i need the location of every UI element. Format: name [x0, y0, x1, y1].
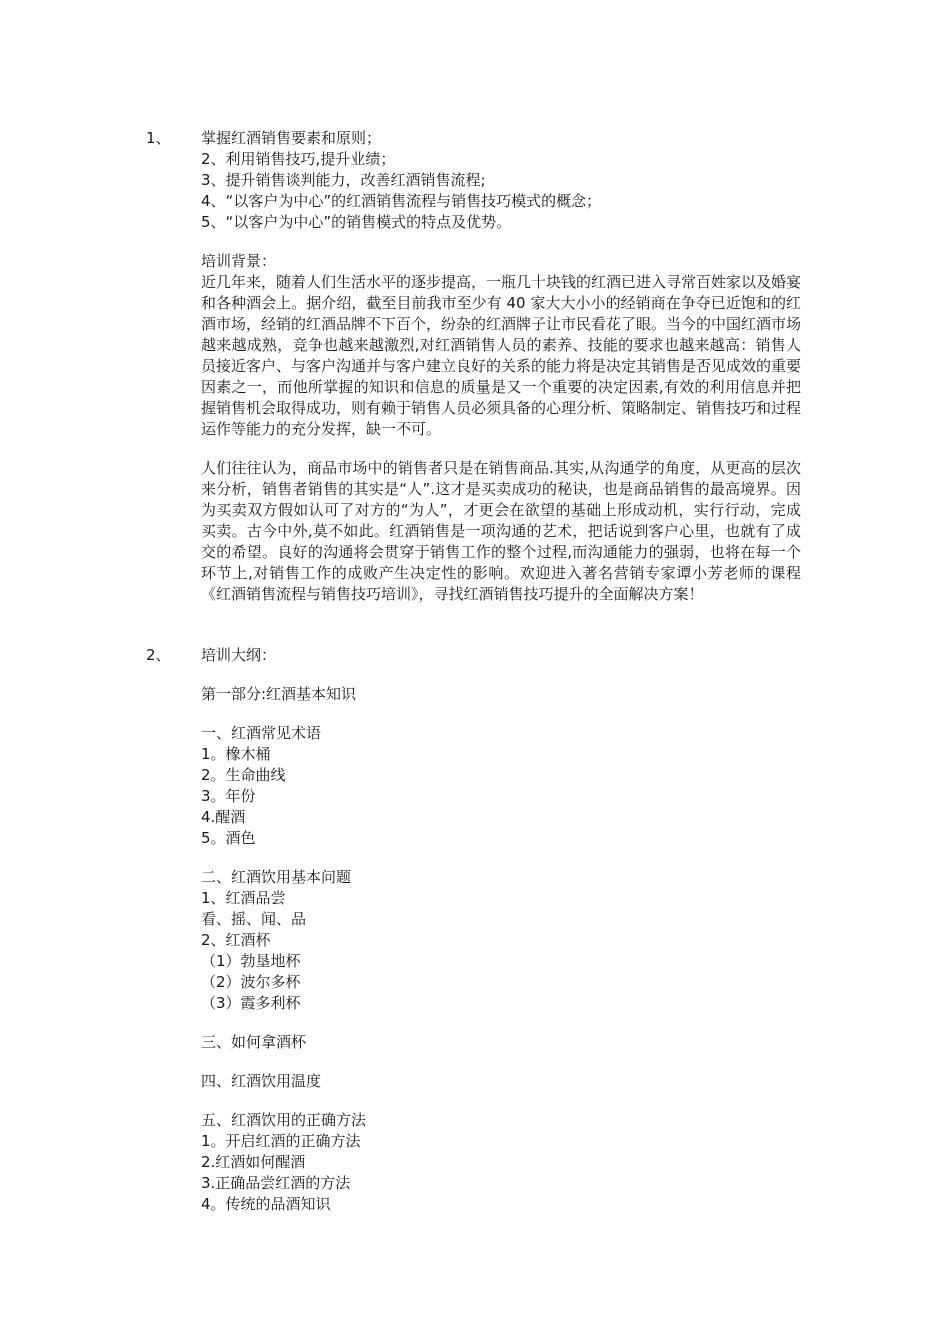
list-item: 1。橡木桶	[201, 745, 271, 763]
list-item: 2。生命曲线	[201, 766, 286, 784]
list-item: （3）霞多利杯	[201, 994, 301, 1012]
list-item: 4。传统的品酒知识	[201, 1195, 331, 1213]
topic-1-title: 一、红酒常见术语	[201, 724, 322, 742]
background-heading: 培训背景：	[201, 252, 277, 270]
topic-2-title: 二、红酒饮用基本问题	[201, 868, 352, 886]
list-item: 5。酒色	[201, 829, 256, 847]
list-item: 1、红酒品尝	[201, 889, 286, 907]
objective-item: 5、“以客户为中心”的销售模式的特点及优势。	[201, 213, 512, 231]
part-title: 第一部分:红酒基本知识	[201, 685, 357, 703]
section-2-number: 2、	[146, 646, 171, 664]
list-item: 2.红酒如何醒酒	[201, 1153, 306, 1171]
background-paragraph-2: 人们往往认为，商品市场中的销售者只是在销售商品.其实,从沟通学的角度，从更高的层次来分析，销售者销售的其实是“人”.这才是买卖成功的秘诀，也是商品销售的最高境界。因为买卖双方假如认可了对方的“为人”，才更会在欲望的基础上形成动机，实行行动，完成买卖。古今中外,莫不如此。红酒销售是一项沟通的艺术，把话说到客户心里，也就有了成交的希望。良好的沟通将会贯穿于销售工作的整个过程,而沟通能力的强弱，也将在每一个环节上,对销售工作的成败产生决定性的影响。欢迎进入著名营销专家谭小芳老师的课程《红酒销售流程与销售技巧培训》，寻找红酒销售技巧提升的全面解决方案！	[201, 459, 801, 603]
list-item: 看、摇、闻、品	[201, 910, 307, 928]
list-item: 2、红酒杯	[201, 931, 271, 949]
section-2-content	[201, 645, 801, 1215]
background-paragraph-1: 近几年来，随着人们生活水平的逐步提高，一瓶几十块钱的红酒已进入寻常百姓家以及婚宴和各种酒会上。据介绍，截至目前我市至少有 40 家大大小小的经销商在争夺已近饱和的红酒市场，经销的红酒品牌不下百个，纷杂的红酒牌子让市民看花了眼。当今的中国红酒市场越来越成熟，竞争也越来越激烈,对红酒销售人员的素养、技能的要求也越来越高：销售人员接近客户、与客户沟通并与客户建立良好的关系的能力将是决定其销售是否见成效的重要因素之一，而他所掌握的知识和信息的质量是又一个重要的决定因素,有效的利用信息并把握销售机会取得成功，则有赖于销售人员必须具备的心理分析、策略制定、销售技巧和过程运作等能力的充分发挥，缺一不可。	[201, 273, 802, 438]
list-item: 3。年份	[201, 787, 256, 805]
outline-heading: 培训大纲：	[201, 646, 277, 664]
objective-item: 2、利用销售技巧,提升业绩；	[201, 150, 396, 168]
list-item: （2）波尔多杯	[201, 973, 301, 991]
list-item: 4.醒酒	[201, 808, 246, 826]
list-item: 1。开启红酒的正确方法	[201, 1132, 361, 1150]
section-1-number: 1、	[146, 129, 171, 147]
section-1-content	[201, 128, 801, 605]
list-item: （1）勃垦地杯	[201, 952, 301, 970]
topic-5-title: 五、红酒饮用的正确方法	[201, 1111, 367, 1129]
topic-4-title: 四、红酒饮用温度	[201, 1072, 322, 1090]
objective-item: 3、提升销售谈判能力，改善红酒销售流程;	[201, 171, 486, 189]
list-item: 3.正确品尝红酒的方法	[201, 1174, 351, 1192]
objective-item: 4、“以客户为中心”的红酒销售流程与销售技巧模式的概念；	[201, 192, 602, 210]
objective-item: 掌握红酒销售要素和原则；	[201, 129, 382, 147]
topic-3-title: 三、如何拿酒杯	[201, 1033, 307, 1051]
